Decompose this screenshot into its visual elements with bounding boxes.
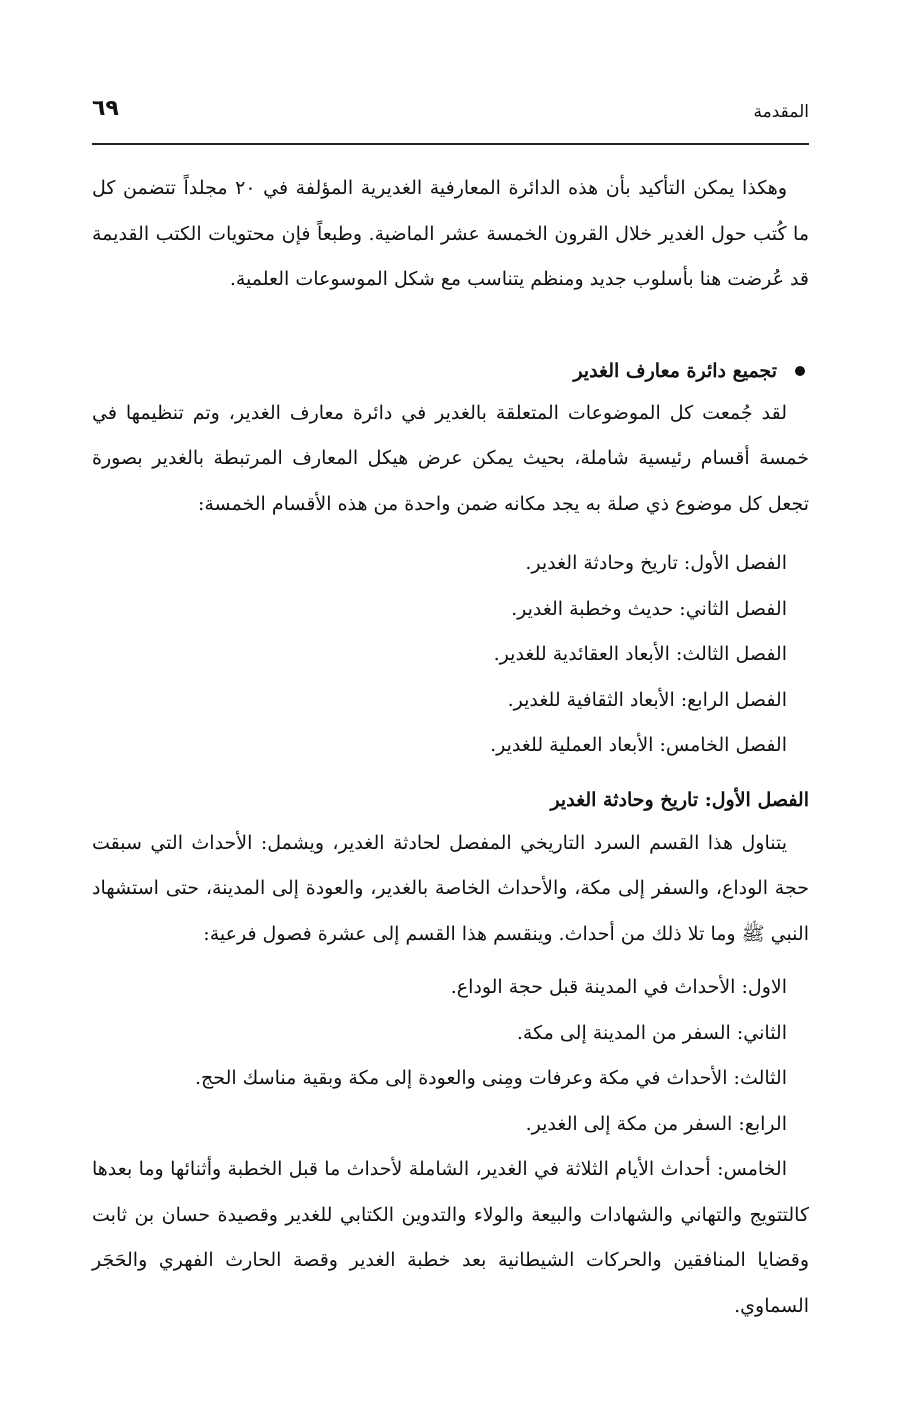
intro-paragraph: وهكذا يمكن التأكيد بأن هذه الدائرة المعارفية الغديرية المؤلفة في ٢٠ مجلداً تتضمن كل ما كُتب حول الغدير خلال القرون الخمسة عشر الماضية. وطبعاً فإن محتويات الكتب القديمة قد عُرضت هنا بأسلوب جديد ومنظم يتناسب مع شكل الموسوعات العلمية. xyxy=(92,177,809,290)
chapter-list-item: الفصل الأول: تاريخ وحادثة الغدير. xyxy=(525,552,787,574)
chapter-one-paragraph: يتناول هذا القسم السرد التاريخي المفصل لحادثة الغدير، ويشمل: الأحداث التي سبقت حجة الوداع، والسفر إلى مكة، والأحداث الخاصة بالغدير، والعودة إلى المدينة، حتى استشهاد النبي ﷺ وما تلا ذلك من أحداث. وينقسم هذا القسم إلى عشرة فصول فرعية: xyxy=(92,831,809,945)
chapter-list-item: الفصل الثاني: حديث وخطبة الغدير. xyxy=(511,597,787,620)
chapter-list-item: الفصل الرابع: الأبعاد الثقافية للغدير. xyxy=(507,688,787,711)
running-header xyxy=(92,96,809,136)
subsection-list-item: الرابع: السفر من مكة إلى الغدير. xyxy=(525,1112,787,1135)
chapter-list-item: الفصل الخامس: الأبعاد العملية للغدير. xyxy=(490,734,787,756)
chapter-one-heading: الفصل الأول: تاريخ وحادثة الغدير xyxy=(550,788,809,811)
running-header-title: المقدمة xyxy=(753,102,809,122)
subsection-list-item: الاول: الأحداث في المدينة قبل حجة الوداع. xyxy=(450,976,787,998)
page-body xyxy=(92,166,809,1329)
compilation-heading-text: تجميع دائرة معارف الغدير xyxy=(573,359,777,382)
subsection-list-item: الثاني: السفر من المدينة إلى مكة. xyxy=(516,1021,787,1044)
chapter-list-item: الفصل الثالث: الأبعاد العقائدية للغدير. xyxy=(493,643,787,665)
subsection-list-item: الثالث: الأحداث في مكة وعرفات ومِنى والعودة إلى مكة وبقية مناسك الحج. xyxy=(195,1067,787,1089)
compilation-section-heading xyxy=(92,351,809,391)
compilation-paragraph: لقد جُمعت كل الموضوعات المتعلقة بالغدير في دائرة معارف الغدير، وتم تنظيمها في خمسة أقسام رئيسية شاملة، بحيث يمكن عرض هيكل المعارف المرتبطة بالغدير بصورة تجعل كل موضوع ذي صلة به يجد مكانه ضمن واحدة من هذه الأقسام الخمسة: xyxy=(92,401,809,515)
bullet-icon xyxy=(795,366,805,376)
chapter-list xyxy=(92,527,809,779)
subsection-list xyxy=(92,957,809,1147)
page-number: ٦٩ xyxy=(92,96,119,121)
book-page xyxy=(92,0,809,1410)
header-divider xyxy=(92,143,809,145)
fifth-subsection-paragraph: الخامس: أحداث الأيام الثلاثة في الغدير، الشاملة لأحداث ما قبل الخطبة وأثنائها وما بعدها كالتتويج والتهاني والشهادات والبيعة والولاء والتدوين الكتابي للغدير وقصيدة حسان بن ثابت وقضايا المنافقين والحركات الشيطانية بعد خطبة الغدير وقصة الحارث الفهري والحَجَر السماوي. xyxy=(92,1158,809,1317)
